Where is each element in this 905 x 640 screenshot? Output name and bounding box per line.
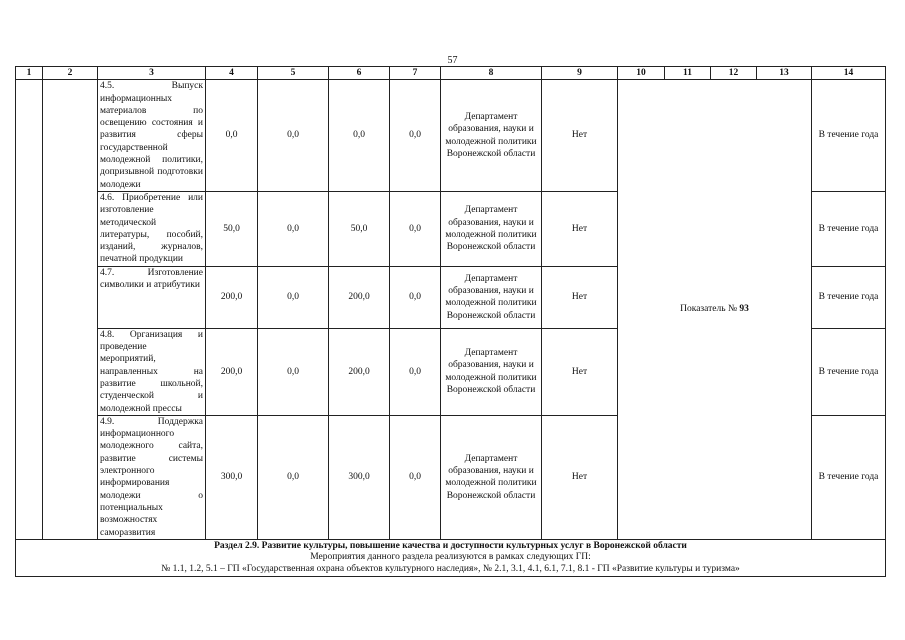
column-number: 11 bbox=[665, 67, 711, 80]
value-cell: 0,0 bbox=[390, 191, 441, 266]
column-number: 4 bbox=[206, 67, 258, 80]
column-number: 8 bbox=[441, 67, 542, 80]
column-number: 10 bbox=[618, 67, 665, 80]
column-number: 5 bbox=[258, 67, 329, 80]
value-cell: 0,0 bbox=[258, 80, 329, 192]
value-cell: 0,0 bbox=[329, 80, 390, 192]
page-number: 57 bbox=[447, 55, 458, 66]
value-cell: 200,0 bbox=[329, 328, 390, 415]
column-number: 9 bbox=[542, 67, 618, 80]
value-cell: 300,0 bbox=[206, 415, 258, 539]
term-cell: В течение года bbox=[812, 266, 886, 328]
value-cell: Нет bbox=[542, 191, 618, 266]
measure-name: 4.6. Приобретение или изготовление методической литературы, пособий, изданий, журналов, печатной продукции bbox=[98, 191, 206, 266]
value-cell: 0,0 bbox=[206, 80, 258, 192]
value-cell: 300,0 bbox=[329, 415, 390, 539]
value-cell: 50,0 bbox=[329, 191, 390, 266]
value-cell: Нет bbox=[542, 328, 618, 415]
value-cell: 0,0 bbox=[258, 191, 329, 266]
table-row bbox=[16, 80, 886, 192]
section-note: Мероприятия данного раздела реализуются в рамках следующих ГП: bbox=[310, 552, 591, 563]
indicator-cell bbox=[618, 80, 812, 540]
empty-cell bbox=[43, 80, 98, 540]
term-cell: В течение года bbox=[812, 328, 886, 415]
section-row bbox=[16, 539, 886, 577]
value-cell: 0,0 bbox=[390, 80, 441, 192]
column-number: 12 bbox=[711, 67, 757, 80]
executor-cell: Департамент образования, науки и молодежной политики Воронежской области bbox=[441, 415, 542, 539]
column-number-row bbox=[16, 67, 886, 80]
empty-cell bbox=[16, 80, 43, 540]
term-cell: В течение года bbox=[812, 415, 886, 539]
term-cell: В течение года bbox=[812, 191, 886, 266]
executor-cell: Департамент образования, науки и молодежной политики Воронежской области bbox=[441, 80, 542, 192]
value-cell: 200,0 bbox=[206, 328, 258, 415]
indicator-number: 93 bbox=[739, 304, 749, 315]
executor-cell: Департамент образования, науки и молодежной политики Воронежской области bbox=[441, 191, 542, 266]
value-cell: 0,0 bbox=[390, 415, 441, 539]
program-table bbox=[15, 66, 886, 577]
value-cell: 0,0 bbox=[258, 266, 329, 328]
section-programs: № 1.1, 1.2, 5.1 – ГП «Государственная охрана объектов культурного наследия», № 2.1, 3.1, 4.1, 6.1, 7.1, 8.1 - ГП «Развитие культуры и туризма» bbox=[161, 563, 740, 574]
measure-name: 4.7. Изготовление символики и атрибутики bbox=[98, 266, 206, 328]
value-cell: 0,0 bbox=[258, 415, 329, 539]
executor-cell: Департамент образования, науки и молодежной политики Воронежской области bbox=[441, 266, 542, 328]
column-number: 6 bbox=[329, 67, 390, 80]
column-number: 13 bbox=[757, 67, 812, 80]
measure-name: 4.8. Организация и проведение мероприятий, направленных на развитие школьной, студенческой и молодежной прессы bbox=[98, 328, 206, 415]
value-cell: 0,0 bbox=[258, 328, 329, 415]
value-cell: 0,0 bbox=[390, 266, 441, 328]
column-number: 7 bbox=[390, 67, 441, 80]
column-number: 2 bbox=[43, 67, 98, 80]
measure-name: 4.5. Выпуск информационных материалов по освещению состояния и развития сферы государственной молодежной политики, допризывной подготовки молодежи bbox=[98, 80, 206, 192]
value-cell: 0,0 bbox=[390, 328, 441, 415]
value-cell: 200,0 bbox=[329, 266, 390, 328]
value-cell: 50,0 bbox=[206, 191, 258, 266]
value-cell: Нет bbox=[542, 415, 618, 539]
indicator-label: Показатель № bbox=[680, 304, 738, 315]
value-cell: 200,0 bbox=[206, 266, 258, 328]
column-number: 14 bbox=[812, 67, 886, 80]
value-cell: Нет bbox=[542, 80, 618, 192]
measure-name: 4.9. Поддержка информационного молодежного сайта, развитие системы электронного информирования молодежи о потенциальных возможностях саморазвития bbox=[98, 415, 206, 539]
section-title: Раздел 2.9. Развитие культуры, повышение качества и доступности культурных услуг в Воронежской области bbox=[214, 540, 687, 551]
value-cell: Нет bbox=[542, 266, 618, 328]
column-number: 1 bbox=[16, 67, 43, 80]
section-cell bbox=[16, 539, 886, 577]
column-number: 3 bbox=[98, 67, 206, 80]
term-cell: В течение года bbox=[812, 80, 886, 192]
executor-cell: Департамент образования, науки и молодежной политики Воронежской области bbox=[441, 328, 542, 415]
